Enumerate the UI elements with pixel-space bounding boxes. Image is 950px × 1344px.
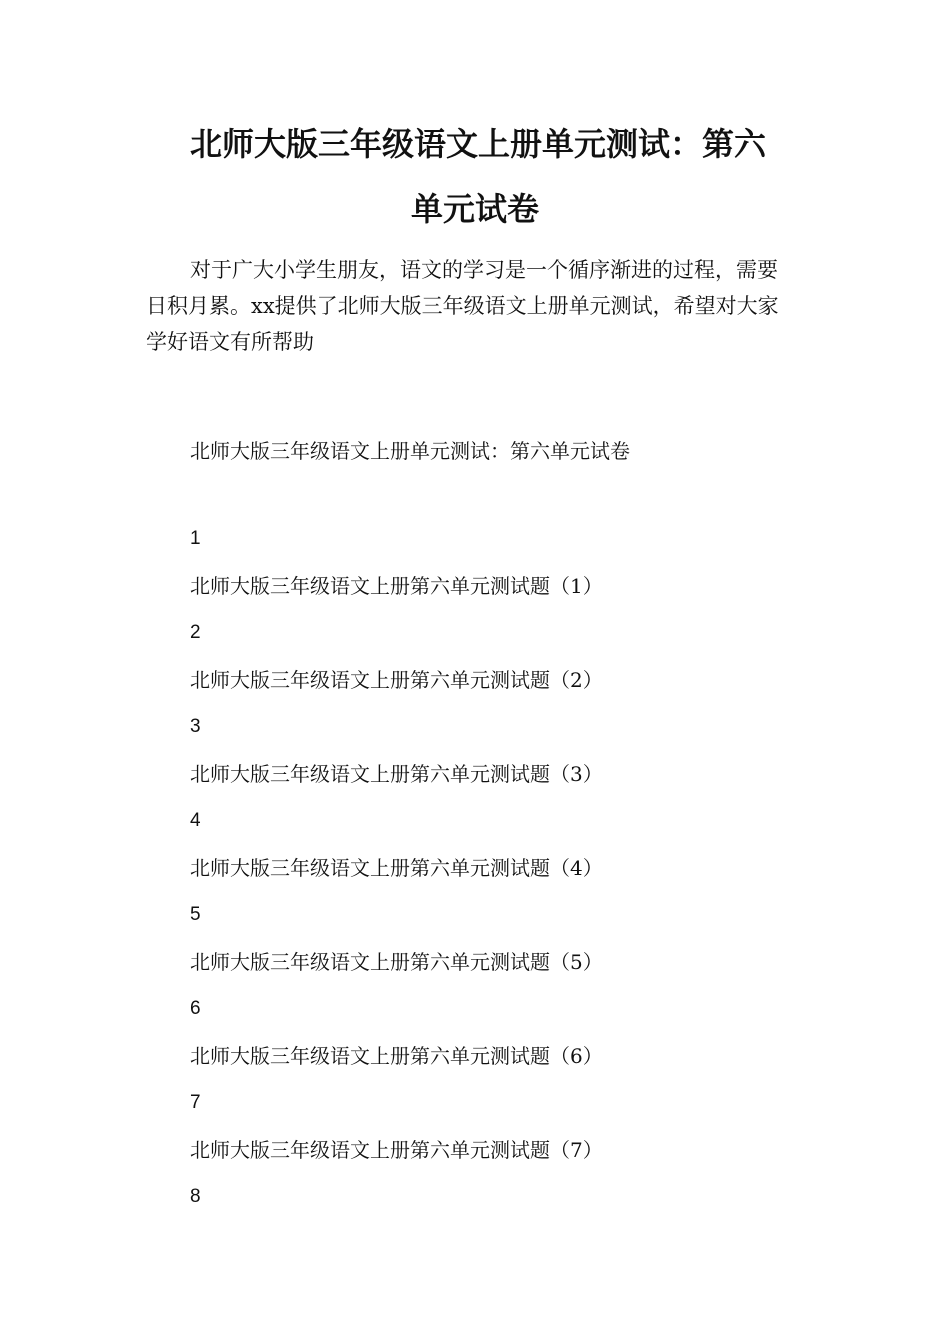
list-item — [190, 1088, 603, 1182]
list-item — [190, 994, 603, 1088]
item-number: 2 — [190, 622, 201, 643]
section-subtitle: 北师大版三年级语文上册单元测试：第六单元试卷 — [190, 439, 630, 463]
intro-line: 学好语文有所帮助 — [146, 330, 314, 354]
item-link[interactable]: 北师大版三年级语文上册第六单元测试题（3） — [190, 762, 603, 786]
intro-line: 日积月累。xx提供了北师大版三年级语文上册单元测试，希望对大家 — [146, 294, 779, 318]
item-number: 3 — [190, 716, 201, 737]
list-item — [190, 900, 603, 994]
item-number: 4 — [190, 810, 201, 831]
item-number: 5 — [190, 904, 201, 925]
item-link[interactable]: 北师大版三年级语文上册第六单元测试题（2） — [190, 668, 603, 692]
intro-line: 对于广大小学生朋友，语文的学习是一个循序渐进的过程，需要 — [190, 258, 778, 282]
list-item — [190, 806, 603, 900]
item-link[interactable]: 北师大版三年级语文上册第六单元测试题（4） — [190, 856, 603, 880]
list-item — [190, 1182, 603, 1229]
list-item — [190, 618, 603, 712]
item-link[interactable]: 北师大版三年级语文上册第六单元测试题（5） — [190, 950, 603, 974]
item-link[interactable]: 北师大版三年级语文上册第六单元测试题（6） — [190, 1044, 603, 1068]
item-number: 7 — [190, 1092, 201, 1113]
document-title-line-2: 单元试卷 — [410, 190, 539, 228]
item-number: 8 — [190, 1186, 201, 1207]
list-item — [190, 712, 603, 806]
item-number: 6 — [190, 998, 201, 1019]
test-list — [190, 524, 603, 1229]
item-link[interactable]: 北师大版三年级语文上册第六单元测试题（1） — [190, 574, 603, 598]
document-title-line-1: 北师大版三年级语文上册单元测试：第六 — [190, 125, 767, 163]
item-link[interactable]: 北师大版三年级语文上册第六单元测试题（7） — [190, 1138, 603, 1162]
list-item — [190, 524, 603, 618]
intro-paragraph — [146, 252, 810, 360]
item-number: 1 — [190, 528, 201, 549]
